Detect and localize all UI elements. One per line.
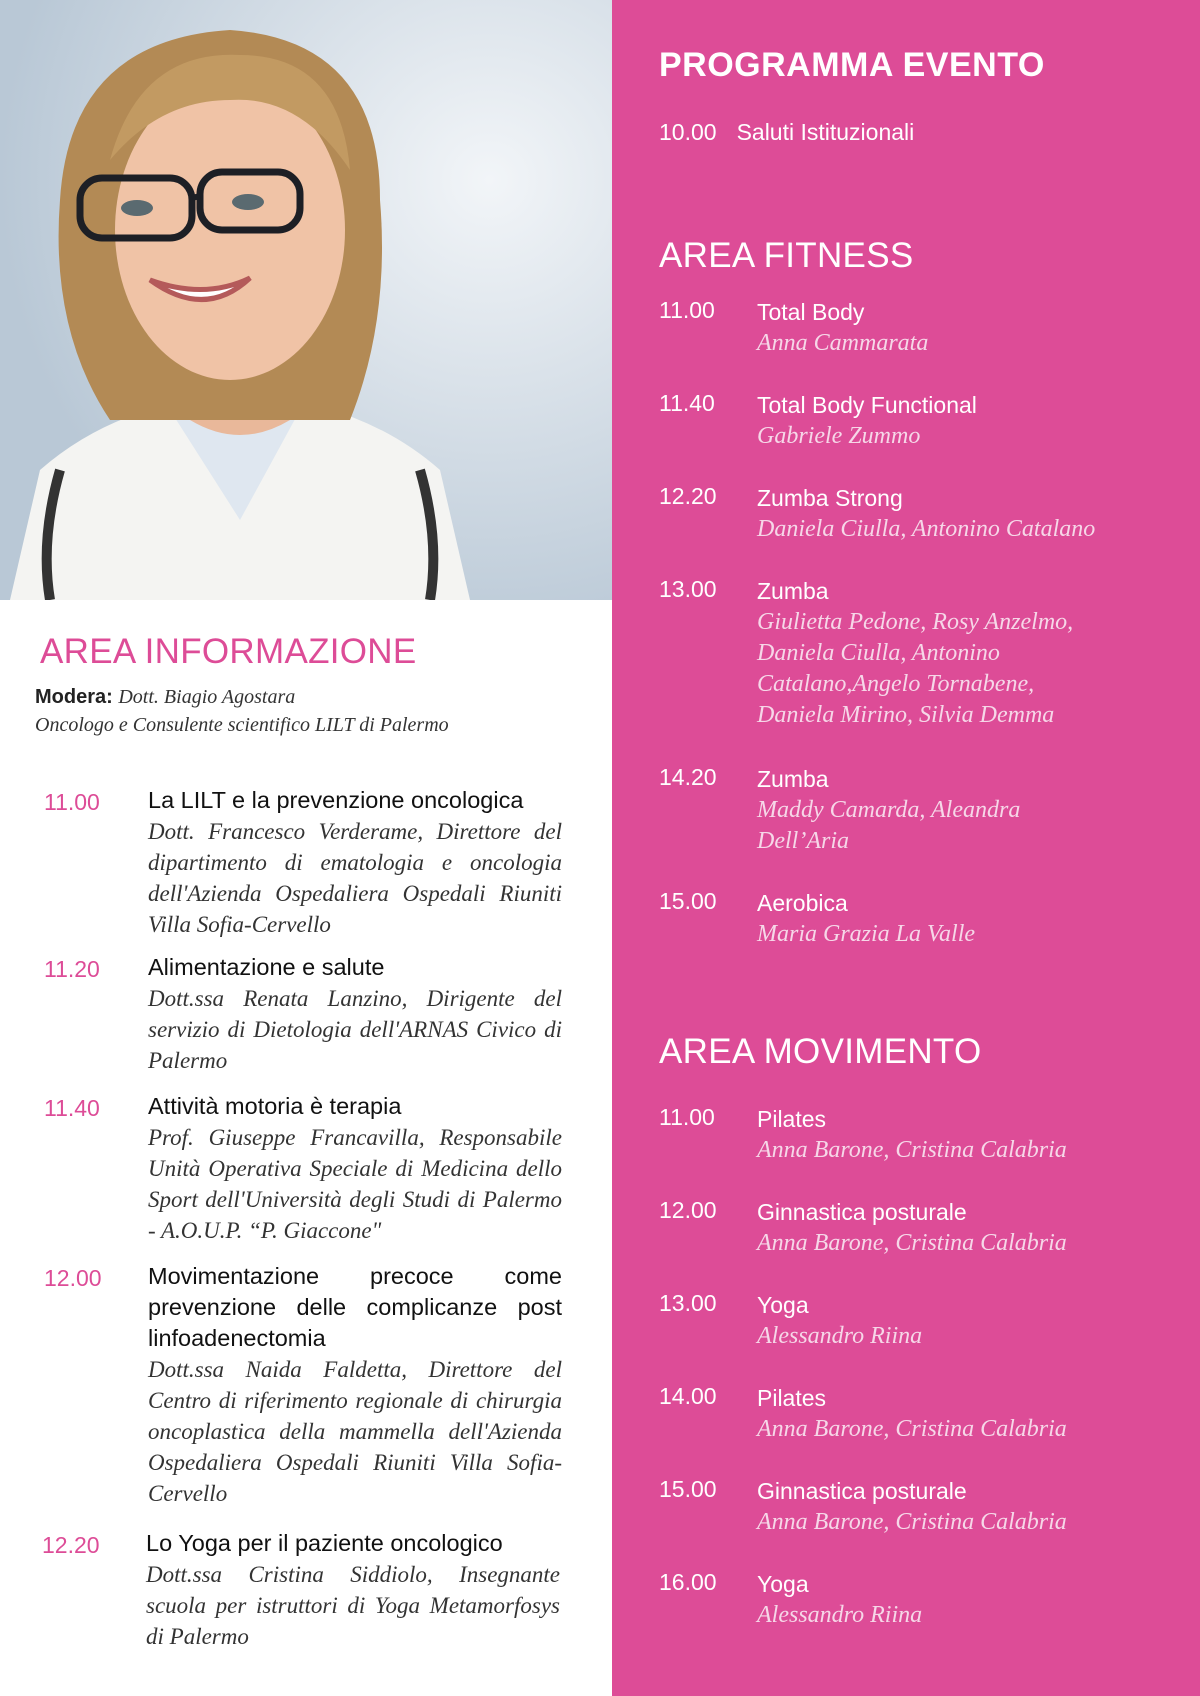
event-time: 14.20 bbox=[659, 764, 717, 790]
event-time: 15.00 bbox=[659, 1476, 717, 1502]
event-time: 11.00 bbox=[659, 1104, 715, 1130]
talk-title: La LILT e la prevenzione oncologica bbox=[148, 787, 524, 813]
event-title: Pilates bbox=[757, 1106, 827, 1132]
event-instructors: Maria Grazia La Valle bbox=[757, 921, 976, 947]
opening-row bbox=[659, 119, 914, 146]
event-title: Ginnastica posturale bbox=[757, 1199, 967, 1225]
event-title: Yoga bbox=[757, 1292, 809, 1318]
event-instructors: Alessandro Riina bbox=[757, 1323, 923, 1349]
event-time: 13.00 bbox=[659, 576, 717, 602]
event-time: 13.00 bbox=[659, 1290, 717, 1316]
event-instructors: Giulietta Pedone, Rosy Anzelmo, Daniela Ciulla, Antonino Catalano,Angelo Tornabene, Daniela Mirino, Silvia Demma bbox=[757, 609, 1074, 728]
event-title: Total Body bbox=[757, 299, 865, 325]
event-time: 11.40 bbox=[659, 390, 715, 416]
opening-title: Saluti Istituzionali bbox=[736, 119, 915, 145]
event-title: Total Body Functional bbox=[757, 392, 977, 418]
talk-speaker: Dott.ssa Renata Lanzino, Dirigente del servizio di Dietologia dell'ARNAS Civico di Palermo bbox=[148, 986, 562, 1073]
fitness-heading: AREA FITNESS bbox=[659, 236, 914, 275]
event-instructors: Gabriele Zummo bbox=[757, 423, 921, 449]
talk-title: Movimentazione precoce come prevenzione delle complicanze post linfoadenectomia bbox=[148, 1263, 562, 1351]
event-instructors: Daniela Ciulla, Antonino Catalano bbox=[757, 516, 1096, 542]
schedule-column bbox=[612, 0, 1200, 1696]
event-instructors: Alessandro Riina bbox=[757, 1602, 923, 1628]
moderator-name: Dott. Biagio Agostara bbox=[118, 686, 296, 708]
event-title: Zumba Strong bbox=[757, 485, 903, 511]
talk-speaker: Dott.ssa Cristina Siddiolo, Insegnante scuola per istruttori di Yoga Metamorfosys di Palermo bbox=[146, 1562, 560, 1649]
event-instructors: Maddy Camarda, Aleandra Dell’Aria bbox=[757, 797, 1021, 854]
talk-time: 12.20 bbox=[42, 1532, 100, 1558]
talk-time: 12.00 bbox=[44, 1265, 102, 1291]
doctor-photo bbox=[0, 0, 612, 600]
event-time: 12.00 bbox=[659, 1197, 717, 1223]
event-title: Aerobica bbox=[757, 890, 848, 916]
event-title: Zumba bbox=[757, 766, 829, 792]
moderator-role: Oncologo e Consulente scientifico LILT di Palermo bbox=[35, 714, 449, 736]
talk-title: Lo Yoga per il paziente oncologico bbox=[146, 1530, 503, 1556]
moderator-line bbox=[35, 686, 295, 709]
event-time: 15.00 bbox=[659, 888, 717, 914]
event-time: 12.20 bbox=[659, 483, 717, 509]
talk-time: 11.00 bbox=[44, 789, 100, 815]
program-heading: PROGRAMMA EVENTO bbox=[659, 46, 1045, 84]
moderator-label: Modera: bbox=[35, 686, 113, 708]
event-title: Ginnastica posturale bbox=[757, 1478, 967, 1504]
event-time: 16.00 bbox=[659, 1569, 717, 1595]
informazione-heading: AREA INFORMAZIONE bbox=[40, 632, 417, 671]
talk-time: 11.40 bbox=[44, 1095, 100, 1121]
movimento-heading: AREA MOVIMENTO bbox=[659, 1032, 982, 1071]
event-instructors: Anna Barone, Cristina Calabria bbox=[757, 1416, 1067, 1442]
event-time: 11.00 bbox=[659, 297, 715, 323]
talk-speaker: Prof. Giuseppe Francavilla, Responsabile Unità Operativa Speciale di Medicina dello Sport dell'Università degli Studi di Palermo - A.O.U.P. “P. Giaccone" bbox=[148, 1125, 562, 1243]
talk-speaker: Dott. Francesco Verderame, Direttore del dipartimento di ematologia e oncologia dell'Azienda Ospedaliera Ospedali Riuniti Villa Sofia-Cervello bbox=[148, 819, 562, 937]
event-instructors: Anna Barone, Cristina Calabria bbox=[757, 1137, 1067, 1163]
event-time: 14.00 bbox=[659, 1383, 717, 1409]
event-instructors: Anna Cammarata bbox=[757, 330, 929, 356]
event-title: Yoga bbox=[757, 1571, 809, 1597]
talk-speaker: Dott.ssa Naida Faldetta, Direttore del Centro di riferimento regionale di chirurgia oncoplastica della mammella dell'Azienda Ospedaliera Ospedali Riuniti Villa Sofia-Cervello bbox=[148, 1357, 562, 1506]
talk-title: Alimentazione e salute bbox=[148, 954, 385, 980]
event-instructors: Anna Barone, Cristina Calabria bbox=[757, 1230, 1067, 1256]
talk-title: Attività motoria è terapia bbox=[148, 1093, 402, 1119]
talk-time: 11.20 bbox=[44, 956, 100, 982]
event-title: Zumba bbox=[757, 578, 829, 604]
opening-time: 10.00 bbox=[659, 119, 717, 145]
event-title: Pilates bbox=[757, 1385, 827, 1411]
event-instructors: Anna Barone, Cristina Calabria bbox=[757, 1509, 1067, 1535]
